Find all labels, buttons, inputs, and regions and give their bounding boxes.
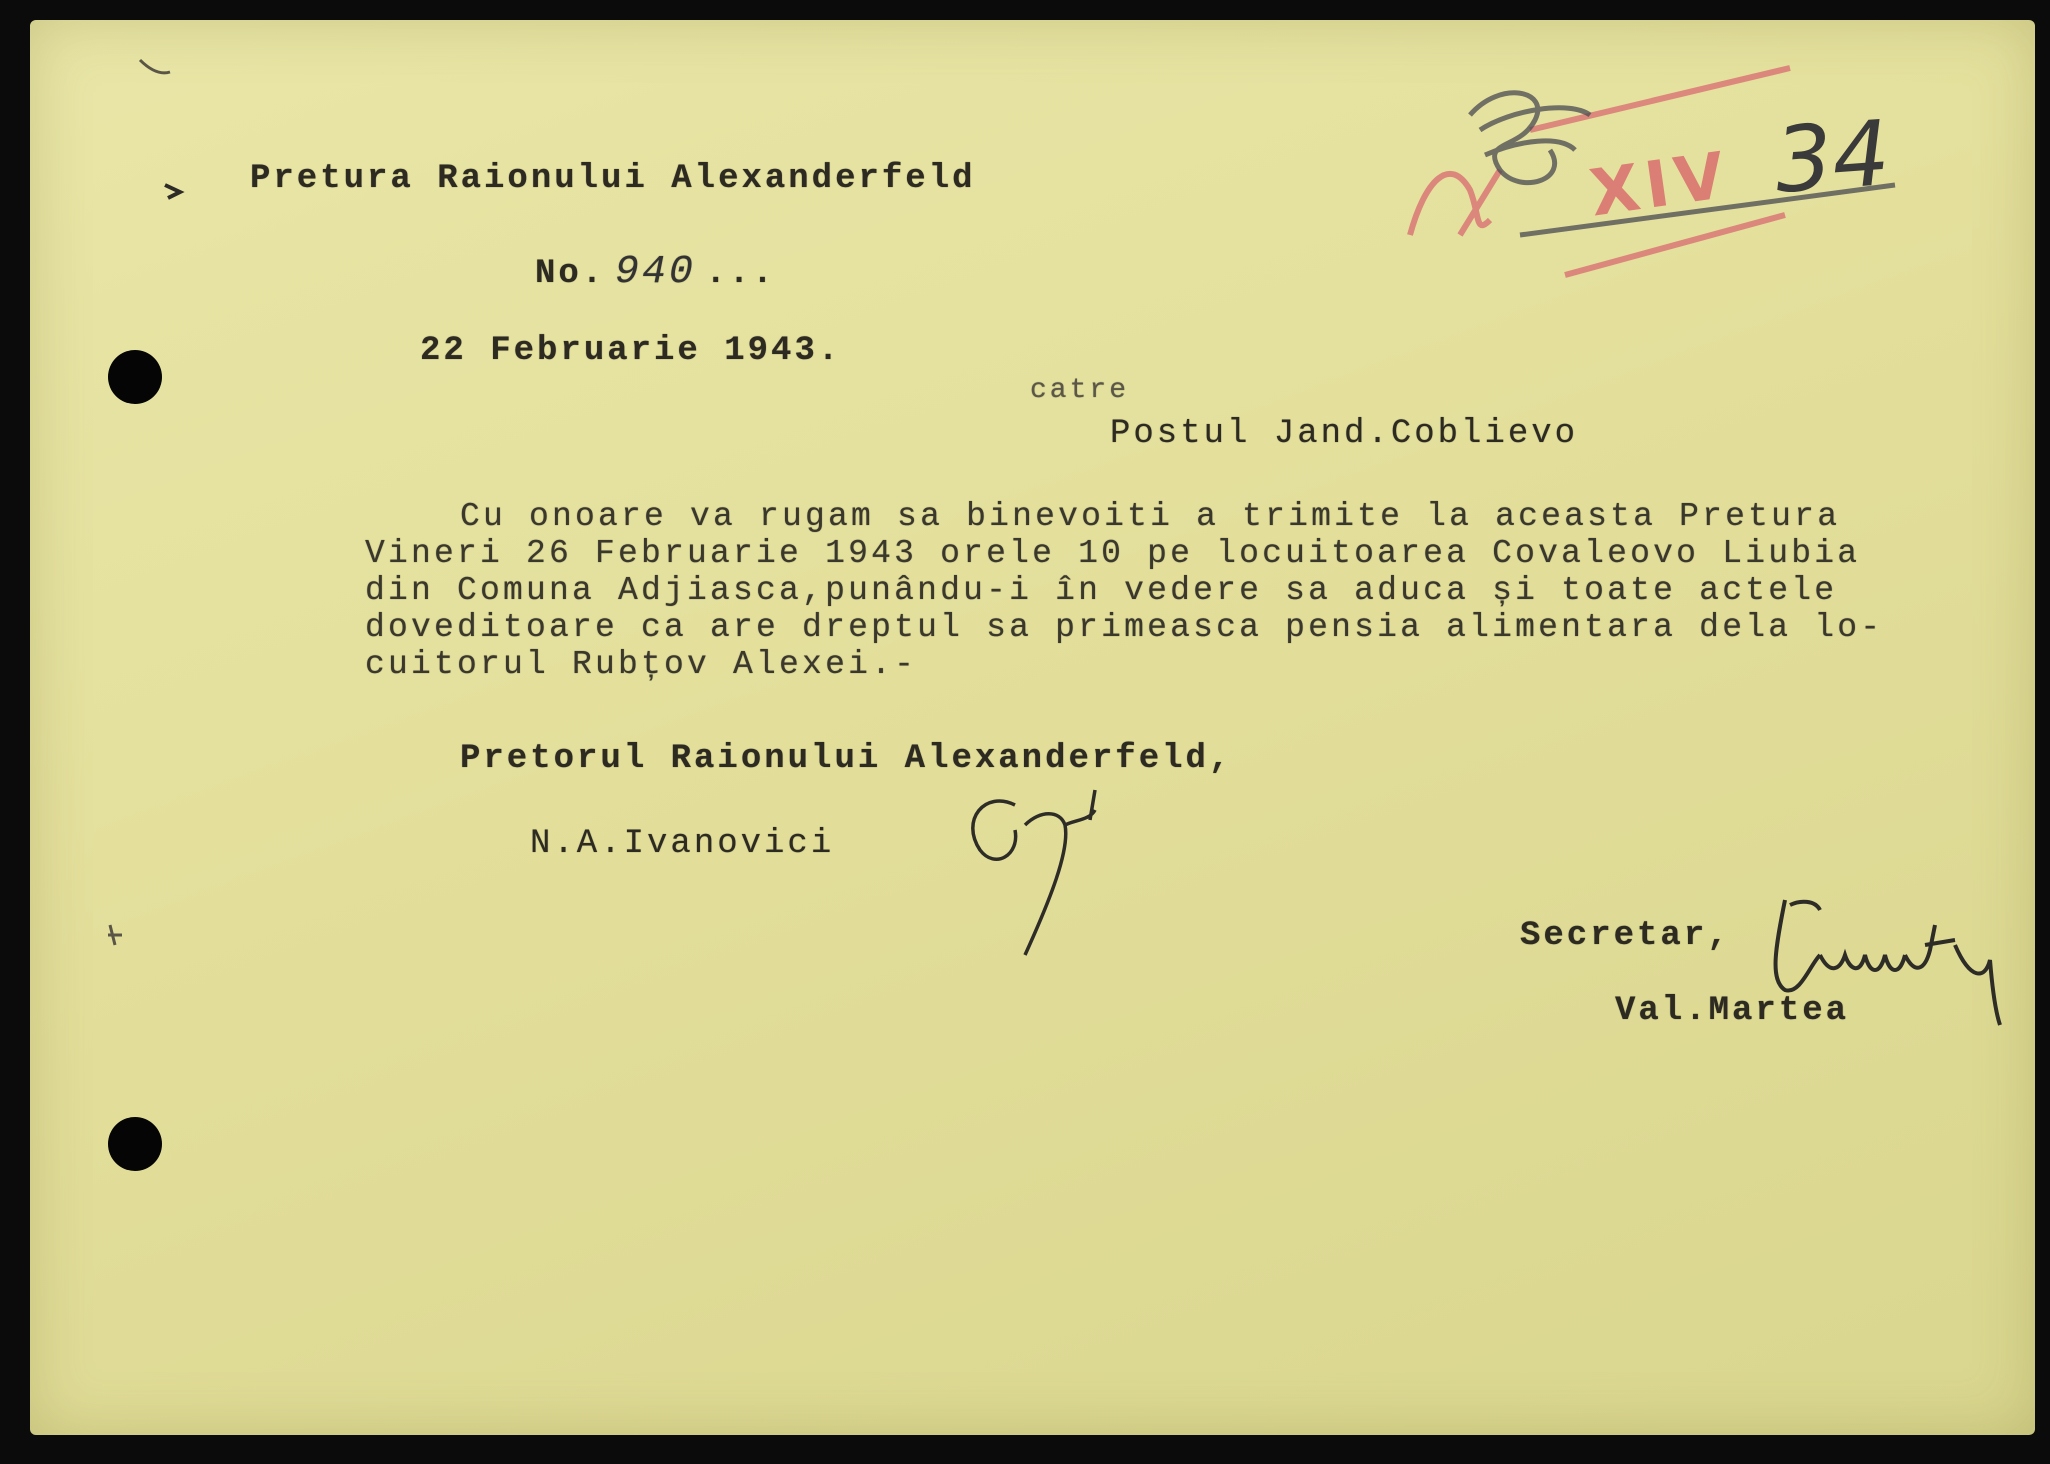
number-value: 940	[614, 250, 696, 295]
body-line-4: doveditoare ca are dreptul sa primeasca pensia alimentara dela lo-	[365, 609, 1884, 646]
secretary-signature	[1776, 900, 2000, 1025]
pretor-title: Pretorul Raionului Alexanderfeld,	[460, 740, 1233, 778]
secretary-title: Secretar,	[1520, 917, 1731, 955]
pencil-scribble	[1470, 93, 1895, 235]
body-line-3: din Comuna Adjiasca,punându-i în vedere sa aduca și toate actele	[365, 572, 1838, 609]
margin-mark-top	[140, 60, 170, 73]
handwriting-layer	[30, 20, 2035, 1435]
body-line-2: Vineri 26 Februarie 1943 orele 10 pe locuitoarea Covaleovo Liubia	[365, 535, 1861, 572]
pretor-name: N.A.Ivanovici	[530, 825, 835, 863]
body-line-5: cuitorul Rubțov Alexei.-	[365, 646, 918, 683]
addressee-recipient: Postul Jand.Coblievo	[1110, 415, 1579, 453]
pencil-archive-number: 34	[1771, 101, 1894, 214]
margin-mark-left	[165, 185, 180, 198]
margin-mark-mid	[108, 925, 122, 945]
red-strike-marks	[1410, 68, 1790, 275]
addressee-prefix: catre	[1030, 375, 1130, 406]
document-date: 22 Februarie 1943.	[420, 332, 842, 370]
number-label: No.	[535, 255, 606, 293]
office-heading: Pretura Raionului Alexanderfeld	[250, 160, 976, 198]
red-archive-numeral: XIV	[1585, 138, 1736, 232]
body-line-1: Cu onoare va rugam sa binevoiti a trimite la aceasta Pretura	[460, 498, 1841, 535]
number-dots: ...	[705, 255, 776, 293]
pretor-signature	[973, 790, 1095, 955]
document-sheet	[30, 20, 2035, 1435]
secretary-name: Val.Martea	[1615, 992, 1850, 1030]
